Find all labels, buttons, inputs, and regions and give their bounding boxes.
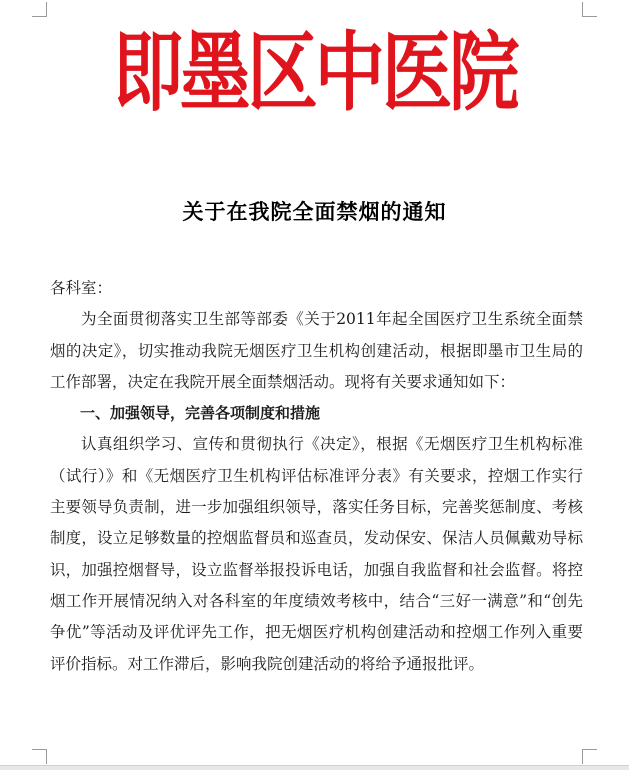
section-paragraph: 认真组织学习、宣传和贯彻执行《决定》，根据《无烟医疗卫生机构标准（试行）》和《无烟医疗卫生机构评估标准评分表》有关要求，控烟工作实行主要领导负责制，进一步加强组织领导，落实任务目标，完善奖惩制度、考核制度，设立足够数量的控烟监督员和巡查员，发动保安、保洁人员佩戴劝导标识，加强控烟督导，设立监督举报投诉电话，加强自我监督和社会监督。将控烟工作开展情况纳入对各科室的年度绩效考核中，结合“三好一满意”和“创先争优”等活动及评优评先工作，把无烟医疗机构创建活动和控烟工作列入重要评价指标。对工作滞后，影响我院创建活动的将给予通报批评。 bbox=[50, 435, 583, 673]
salutation: 各科室： bbox=[50, 279, 113, 297]
page-corner-mark bbox=[582, 749, 597, 764]
section-heading: 一、加强领导，完善各项制度和措施 bbox=[80, 404, 321, 423]
intro-paragraph: 为全面贯彻落实卫生部等部委《关于2011年起全国医疗卫生系统全面禁烟的决定》，切实推动我院无烟医疗卫生机构创建活动，根据即墨市卫生局的工作部署，决定在我院开展全面禁烟活动。现将有关要求通知如下： bbox=[50, 310, 583, 391]
page-corner-mark bbox=[582, 2, 597, 17]
document-title: 关于在我院全面禁烟的通知 bbox=[182, 199, 447, 224]
document-body bbox=[50, 273, 583, 680]
organization-header: 即墨区中医院 bbox=[112, 23, 517, 123]
page-corner-mark bbox=[32, 749, 47, 764]
page-corner-mark bbox=[32, 2, 47, 17]
page-bottom-edge bbox=[0, 765, 629, 770]
